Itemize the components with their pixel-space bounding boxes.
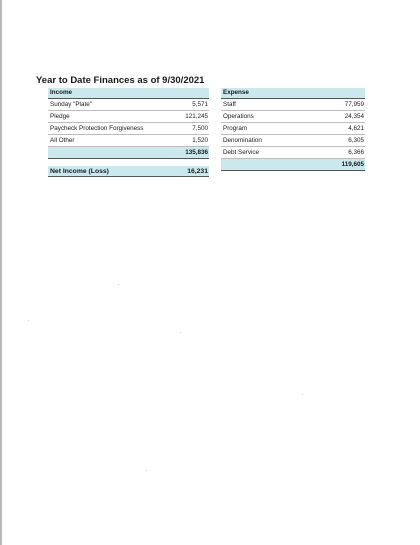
expense-table bbox=[221, 88, 365, 171]
scan-speck bbox=[302, 394, 303, 395]
expense-row-value: 4,621 bbox=[348, 125, 364, 132]
expense-total-value: 119,605 bbox=[341, 161, 364, 168]
income-header: Income bbox=[48, 88, 209, 99]
page-title: Year to Date Finances as of 9/30/2021 bbox=[36, 75, 205, 86]
income-row-value: 121,245 bbox=[185, 113, 208, 120]
expense-row-label: Program bbox=[223, 125, 248, 132]
income-row-value: 7,500 bbox=[192, 125, 208, 132]
expense-row-label: Denomination bbox=[223, 137, 262, 144]
expense-row bbox=[221, 135, 365, 147]
net-income-value: 16,231 bbox=[187, 168, 208, 175]
income-row-value: 1,520 bbox=[192, 137, 208, 144]
net-income-label: Net Income (Loss) bbox=[50, 168, 109, 175]
expense-row-label: Staff bbox=[223, 101, 236, 108]
scan-speck bbox=[180, 332, 181, 333]
income-row-value: 5,571 bbox=[192, 101, 208, 108]
expense-row-label: Debt Service bbox=[223, 149, 260, 156]
scan-edge bbox=[0, 0, 2, 545]
income-table bbox=[48, 88, 209, 159]
income-row bbox=[48, 135, 209, 147]
scan-speck bbox=[28, 320, 29, 321]
expense-header: Expense bbox=[221, 88, 365, 99]
net-income-row bbox=[48, 166, 209, 177]
income-row-label: Sunday "Plate" bbox=[50, 101, 92, 108]
income-row bbox=[48, 111, 209, 123]
expense-row-label: Operations bbox=[223, 113, 254, 120]
income-row-label: Paycheck Protection Forgiveness bbox=[50, 125, 144, 132]
expense-row bbox=[221, 147, 365, 159]
scan-speck bbox=[118, 284, 119, 285]
expense-row bbox=[221, 123, 365, 135]
income-total bbox=[48, 147, 209, 159]
expense-row-value: 6,366 bbox=[348, 149, 364, 156]
scan-speck bbox=[146, 470, 147, 471]
expense-row-value: 77,959 bbox=[344, 101, 364, 108]
income-row bbox=[48, 123, 209, 135]
expense-row-value: 24,354 bbox=[344, 113, 364, 120]
income-row bbox=[48, 99, 209, 111]
expense-row bbox=[221, 99, 365, 111]
income-total-value: 135,836 bbox=[185, 149, 208, 156]
expense-row bbox=[221, 111, 365, 123]
income-row-label: Pledge bbox=[50, 113, 70, 120]
income-row-label: All Other bbox=[50, 137, 75, 144]
expense-row-value: 6,305 bbox=[348, 137, 364, 144]
expense-total bbox=[221, 159, 365, 171]
